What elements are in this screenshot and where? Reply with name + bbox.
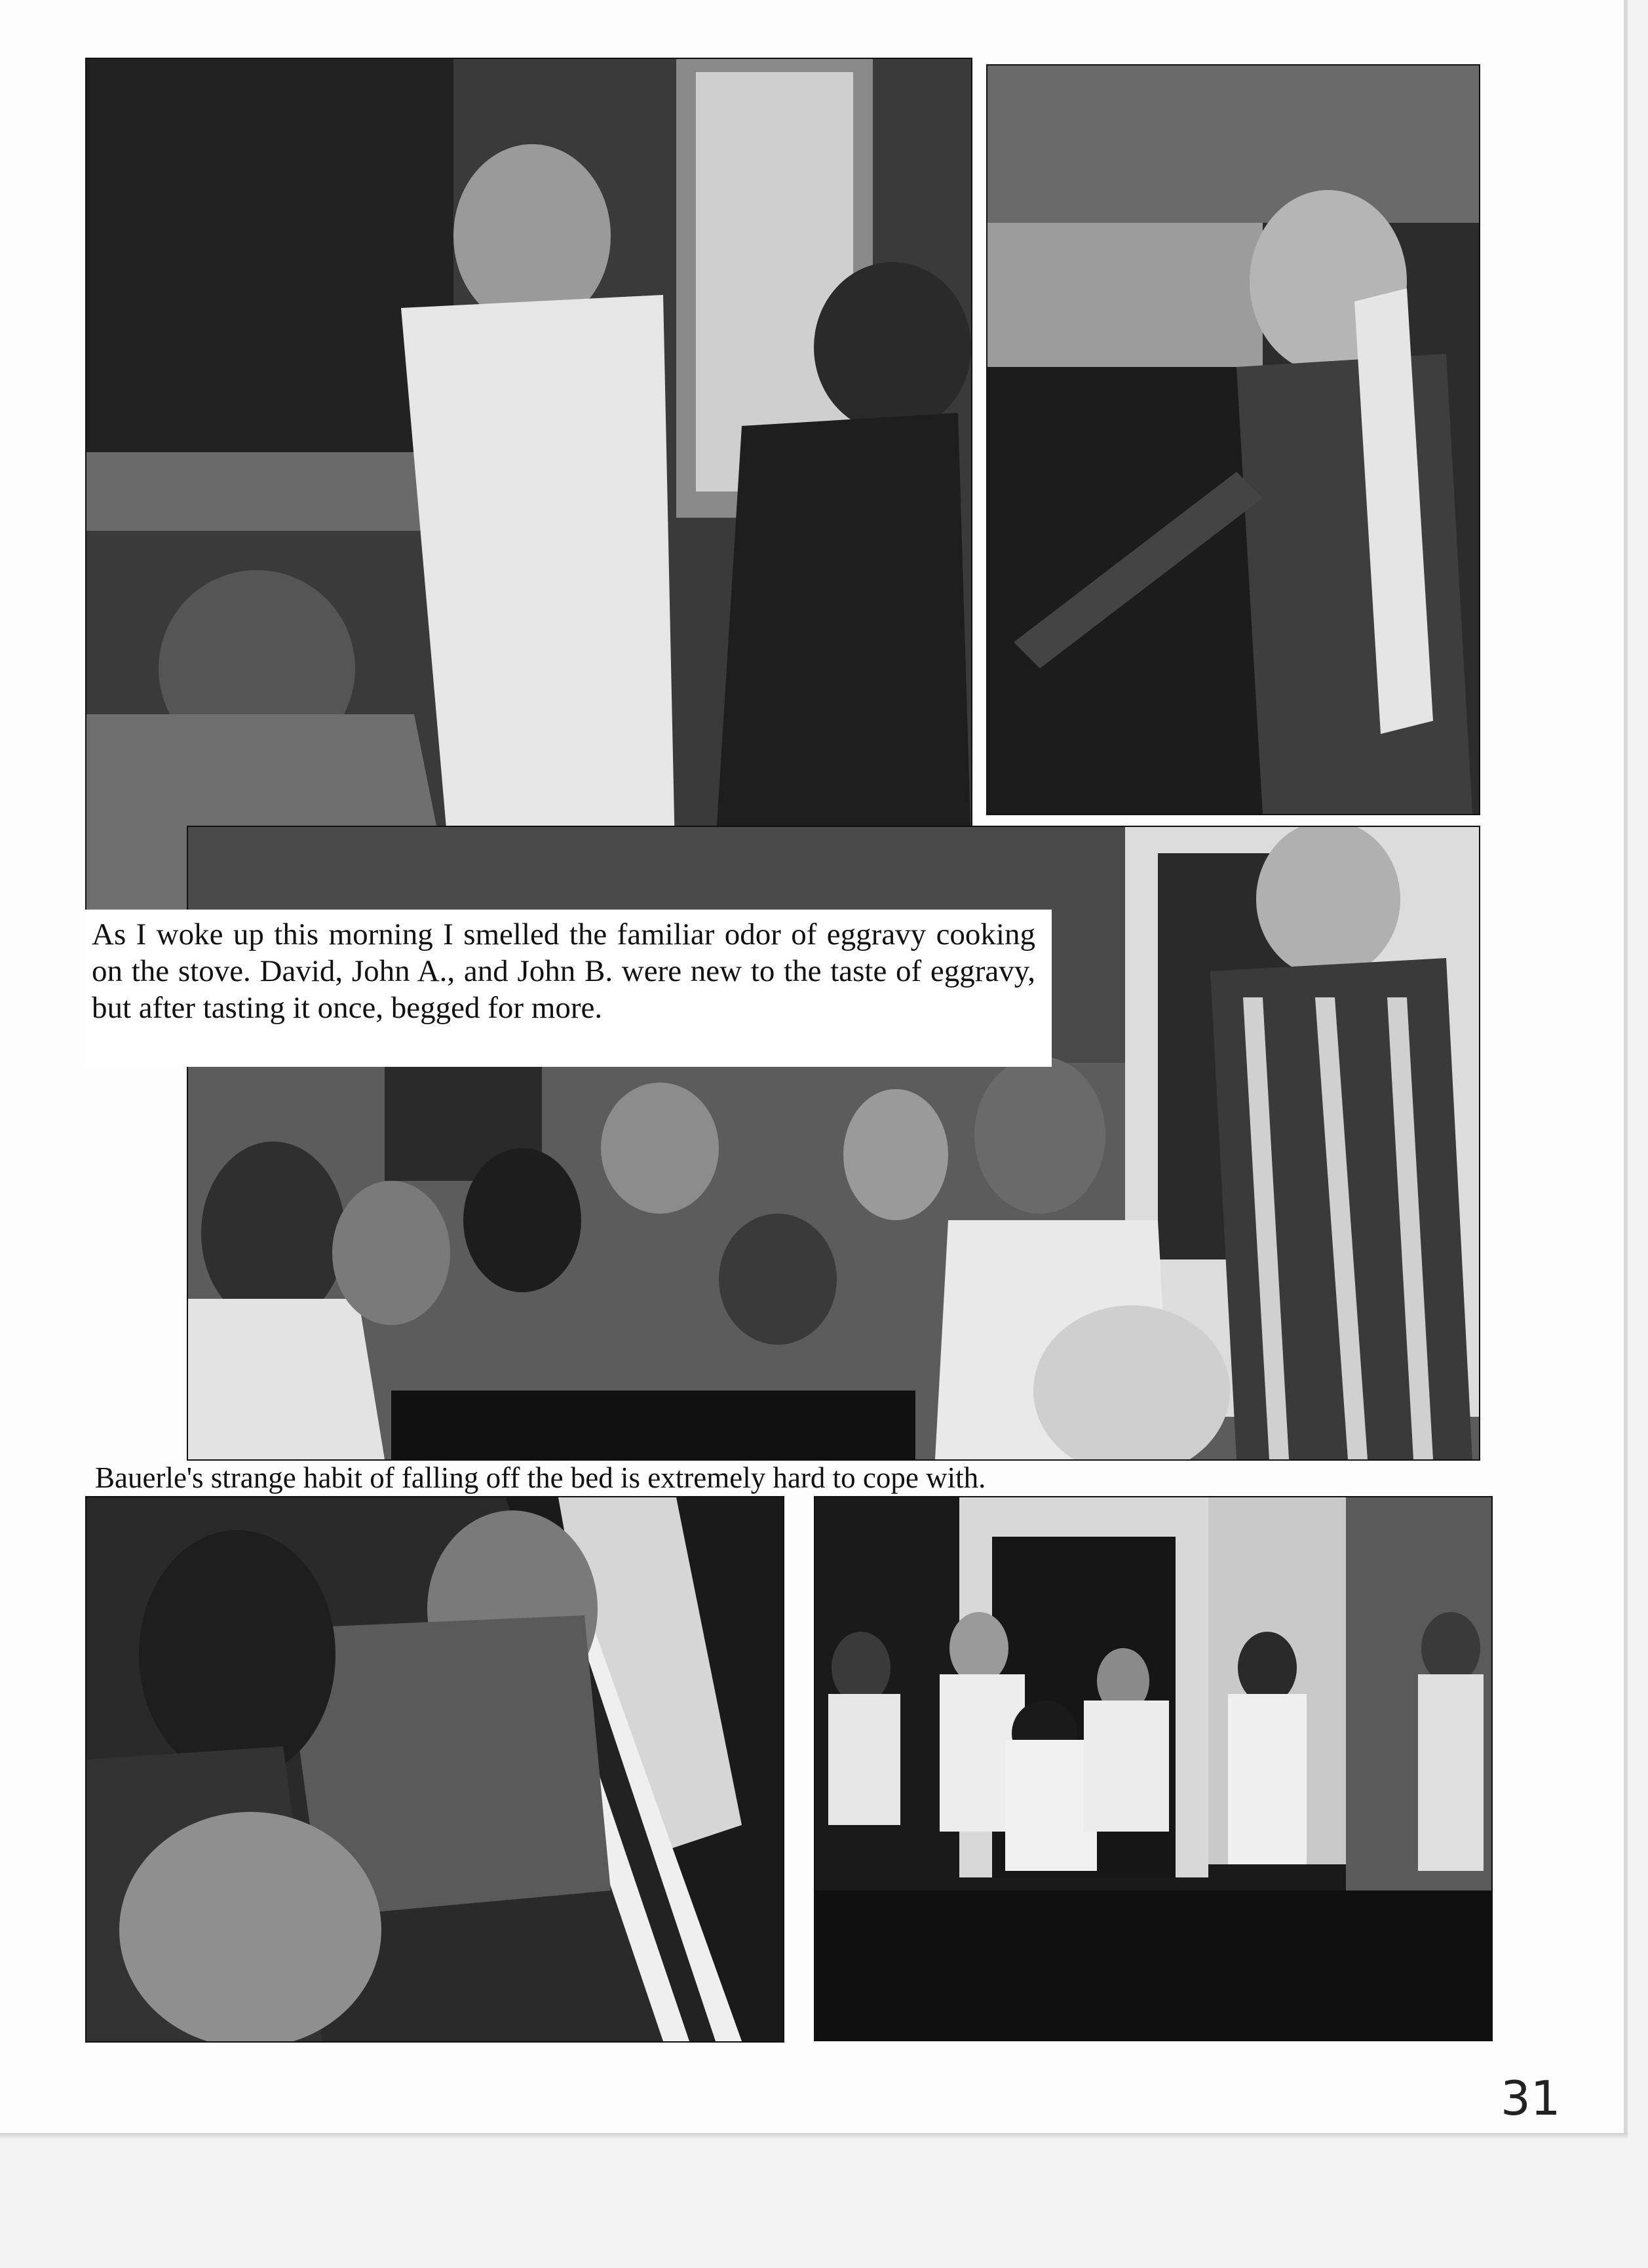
page-edge (1624, 0, 1628, 2133)
photo-boys-in-kitchen (85, 58, 972, 912)
caption-eggravy: As I woke up this morning I smelled the familiar odor of eggravy cooking on the stove. David, John A., and John B. were new to the taste of eggravy, but after tasting it once, begged for more. (92, 917, 1035, 1025)
photo-boys-at-piano (85, 1496, 784, 2043)
page-number: 31 (1501, 2071, 1561, 2126)
caption-bauerle: Bauerle's strange habit of falling off the bed is extremely hard to cope with. (95, 1461, 986, 1494)
page-shadow (0, 2133, 1628, 2140)
photo-group-at-doorway (814, 1496, 1493, 2041)
photo-boy-at-fireplace (986, 64, 1480, 815)
